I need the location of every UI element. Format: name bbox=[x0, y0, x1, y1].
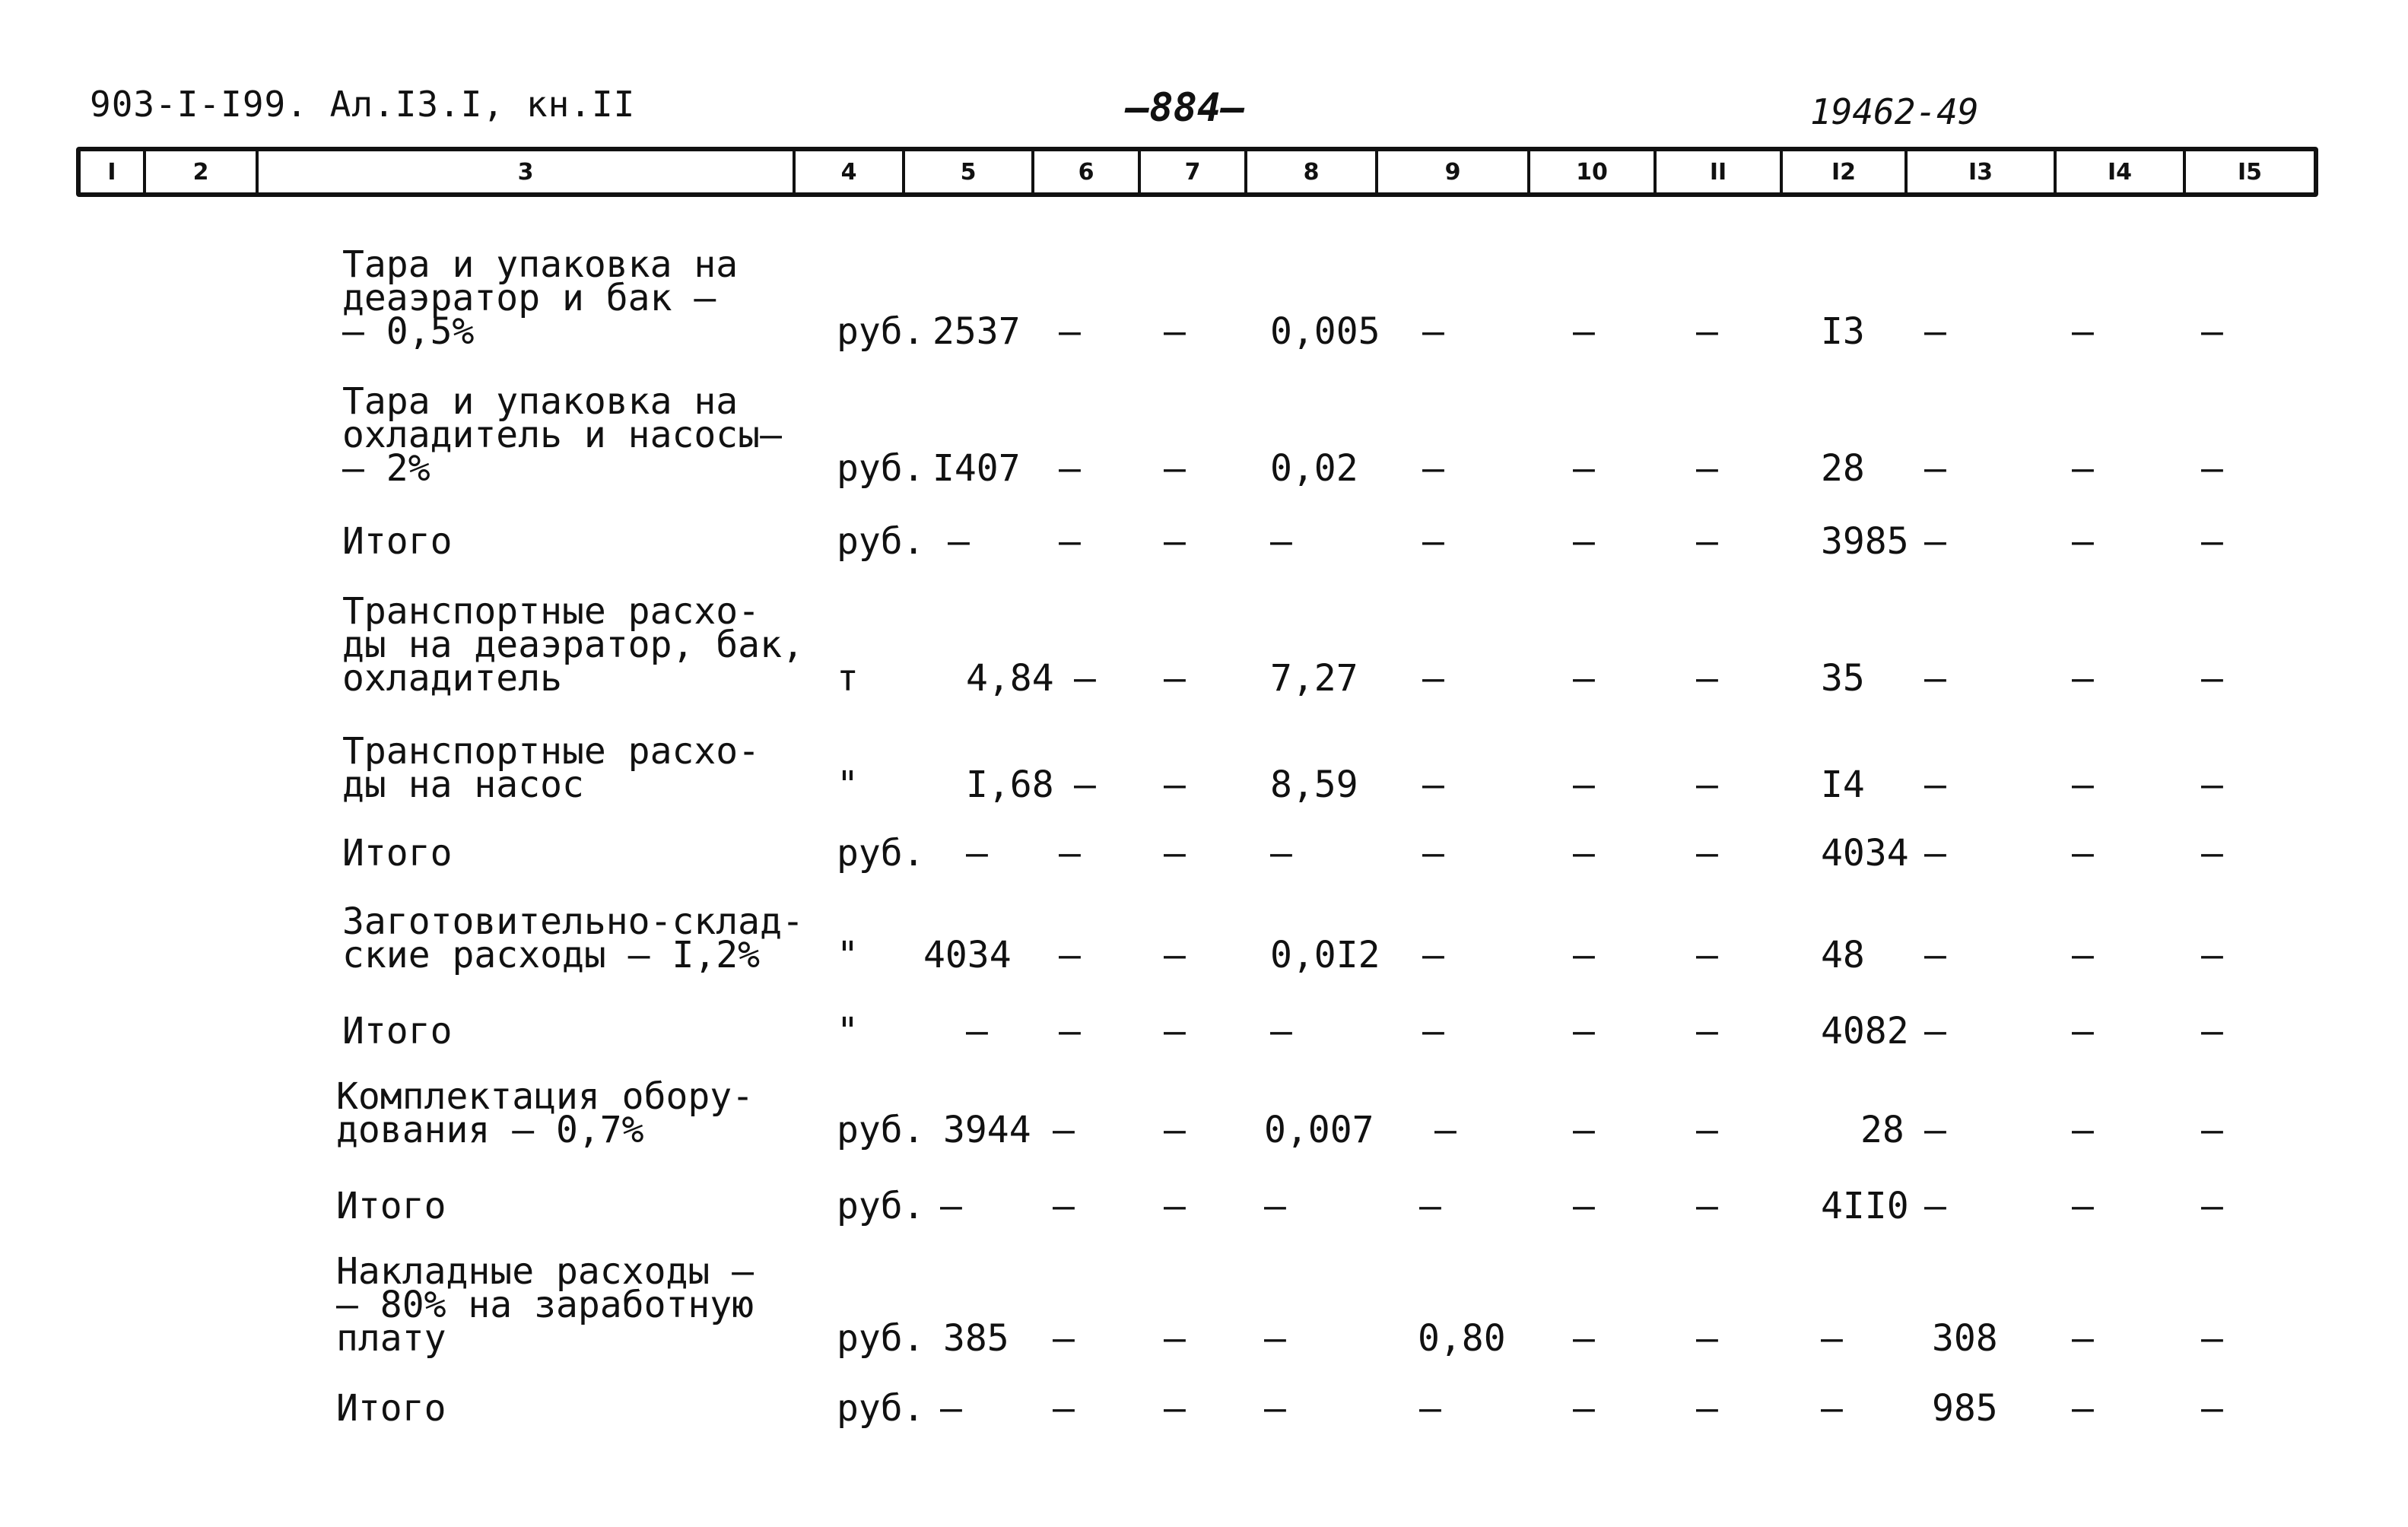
col7-cell: – bbox=[1164, 1109, 1186, 1151]
col7-cell: – bbox=[1164, 657, 1186, 700]
row-description: Транспортные расхо- ды на деаэратор, бак, охладитель bbox=[342, 590, 804, 700]
col11-cell: – bbox=[1696, 1109, 1718, 1151]
unit-cell: руб. bbox=[837, 832, 925, 875]
col6-cell: – bbox=[1074, 764, 1096, 806]
document-code: 903-I-I99. Ал.I3.I, кн.II bbox=[90, 84, 636, 125]
col15-cell: – bbox=[2201, 447, 2223, 490]
col6-cell: – bbox=[1053, 1185, 1075, 1227]
col7-cell: – bbox=[1164, 1387, 1186, 1430]
col7-cell: – bbox=[1164, 934, 1186, 976]
unit-cell: руб. bbox=[837, 1387, 925, 1430]
col9-cell: – bbox=[1422, 832, 1444, 875]
col15-cell: – bbox=[2201, 657, 2223, 700]
col8-cell: – bbox=[1270, 1010, 1292, 1052]
col12-cell: I3 bbox=[1821, 310, 1865, 353]
col9-cell: – bbox=[1434, 1109, 1457, 1151]
col9-cell: – bbox=[1422, 520, 1444, 563]
col5-cell: 4034 bbox=[923, 934, 1012, 976]
col13-cell: – bbox=[1924, 1010, 1946, 1052]
col10-cell: – bbox=[1573, 310, 1595, 353]
unit-cell: руб. bbox=[837, 1317, 925, 1360]
column-header-9: 9 bbox=[1378, 151, 1530, 192]
col9-cell: – bbox=[1422, 447, 1444, 490]
col13-cell: 308 bbox=[1932, 1317, 1998, 1360]
row-description: Тара и упаковка на деаэратор и бак – – 0,5% bbox=[342, 243, 739, 353]
col5-cell: – bbox=[940, 1387, 962, 1430]
row-description: Транспортные расхо- ды на насос bbox=[342, 730, 761, 806]
col6-cell: – bbox=[1059, 934, 1081, 976]
col5-cell: 2537 bbox=[932, 310, 1021, 353]
col14-cell: – bbox=[2072, 1387, 2094, 1430]
col14-cell: – bbox=[2072, 832, 2094, 875]
col6-cell: – bbox=[1053, 1109, 1075, 1151]
column-header-8: 8 bbox=[1247, 151, 1378, 192]
col6-cell: – bbox=[1053, 1387, 1075, 1430]
col15-cell: – bbox=[2201, 1109, 2223, 1151]
col10-cell: – bbox=[1573, 832, 1595, 875]
column-header-14: I4 bbox=[2057, 151, 2186, 192]
col14-cell: – bbox=[2072, 520, 2094, 563]
col5-cell: I407 bbox=[932, 447, 1021, 490]
column-header-12: I2 bbox=[1783, 151, 1908, 192]
col7-cell: – bbox=[1164, 764, 1186, 806]
col11-cell: – bbox=[1696, 1317, 1718, 1360]
page-number: —884— bbox=[1126, 85, 1245, 131]
column-header-15: I5 bbox=[2237, 158, 2263, 186]
col12-cell: 28 bbox=[1821, 447, 1865, 490]
col11-cell: – bbox=[1696, 520, 1718, 563]
column-header-13: I3 bbox=[1908, 151, 2057, 192]
row-description: Комплектация обору- дования – 0,7% bbox=[336, 1075, 754, 1151]
unit-cell: руб. bbox=[837, 520, 925, 563]
col6-cell: – bbox=[1059, 310, 1081, 353]
unit-cell: руб. bbox=[837, 310, 925, 353]
col11-cell: – bbox=[1696, 1387, 1718, 1430]
col14-cell: – bbox=[2072, 657, 2094, 700]
col8-cell: – bbox=[1264, 1317, 1286, 1360]
col6-cell: – bbox=[1074, 657, 1096, 700]
row-description: Заготовительно-склад- ские расходы – I,2% bbox=[342, 900, 804, 976]
col7-cell: – bbox=[1164, 520, 1186, 563]
col11-cell: – bbox=[1696, 1185, 1718, 1227]
col13-cell: – bbox=[1924, 310, 1946, 353]
col8-cell: 8,59 bbox=[1270, 764, 1358, 806]
col10-cell: – bbox=[1573, 1010, 1595, 1052]
col7-cell: – bbox=[1164, 447, 1186, 490]
col7-cell: – bbox=[1164, 832, 1186, 875]
col8-cell: – bbox=[1264, 1387, 1286, 1430]
col13-cell: – bbox=[1924, 832, 1946, 875]
col9-cell: – bbox=[1422, 1010, 1444, 1052]
col13-cell: – bbox=[1924, 934, 1946, 976]
col10-cell: – bbox=[1573, 657, 1595, 700]
col10-cell: – bbox=[1573, 934, 1595, 976]
column-header-6: 6 bbox=[1034, 151, 1141, 192]
col14-cell: – bbox=[2072, 1010, 2094, 1052]
col10-cell: – bbox=[1573, 520, 1595, 563]
col11-cell: – bbox=[1696, 832, 1718, 875]
unit-cell: " bbox=[837, 764, 859, 806]
col8-cell: 0,02 bbox=[1270, 447, 1358, 490]
col8-cell: – bbox=[1270, 520, 1292, 563]
col10-cell: – bbox=[1573, 1387, 1595, 1430]
col10-cell: – bbox=[1573, 1185, 1595, 1227]
col14-cell: – bbox=[2072, 310, 2094, 353]
col12-cell: – bbox=[1821, 1387, 1843, 1430]
col9-cell: – bbox=[1422, 310, 1444, 353]
column-header-5: 5 bbox=[905, 151, 1034, 192]
row-description: Итого bbox=[342, 520, 453, 563]
row-description: Тара и упаковка на охладитель и насосы– – 2% bbox=[342, 380, 782, 490]
col6-cell: – bbox=[1059, 832, 1081, 875]
col9-cell: – bbox=[1419, 1387, 1441, 1430]
column-header-1: I bbox=[81, 151, 146, 192]
col15-cell: – bbox=[2201, 1185, 2223, 1227]
col6-cell: – bbox=[1053, 1317, 1075, 1360]
unit-cell: руб. bbox=[837, 1109, 925, 1151]
unit-cell: " bbox=[837, 1010, 859, 1052]
col10-cell: – bbox=[1573, 1109, 1595, 1151]
col8-cell: – bbox=[1264, 1185, 1286, 1227]
col11-cell: – bbox=[1696, 657, 1718, 700]
col11-cell: – bbox=[1696, 310, 1718, 353]
row-description: Итого bbox=[342, 1010, 453, 1052]
col6-cell: – bbox=[1059, 520, 1081, 563]
column-header-11: II bbox=[1657, 151, 1783, 192]
col13-cell: – bbox=[1924, 520, 1946, 563]
col8-cell: 0,005 bbox=[1270, 310, 1380, 353]
unit-cell: т bbox=[837, 657, 859, 700]
col7-cell: – bbox=[1164, 1317, 1186, 1360]
col9-cell: – bbox=[1422, 764, 1444, 806]
col5-cell: – bbox=[940, 1185, 962, 1227]
unit-cell: руб. bbox=[837, 1185, 925, 1227]
unit-cell: руб. bbox=[837, 447, 925, 490]
col5-cell: – bbox=[966, 1010, 988, 1052]
col15-cell: – bbox=[2201, 1387, 2223, 1430]
col15-cell: – bbox=[2201, 934, 2223, 976]
col12-cell: – bbox=[1821, 1317, 1843, 1360]
col9-cell: – bbox=[1422, 934, 1444, 976]
col15-cell: – bbox=[2201, 1317, 2223, 1360]
col5-cell: I,68 bbox=[966, 764, 1054, 806]
col8-cell: 7,27 bbox=[1270, 657, 1358, 700]
col13-cell: – bbox=[1924, 764, 1946, 806]
col5-cell: 385 bbox=[943, 1317, 1009, 1360]
col7-cell: – bbox=[1164, 1010, 1186, 1052]
col6-cell: – bbox=[1059, 447, 1081, 490]
col8-cell: 0,0I2 bbox=[1270, 934, 1380, 976]
col5-cell: – bbox=[966, 832, 988, 875]
col15-cell: – bbox=[2201, 832, 2223, 875]
col11-cell: – bbox=[1696, 934, 1718, 976]
col12-cell: 3985 bbox=[1821, 520, 1909, 563]
col8-cell: – bbox=[1270, 832, 1292, 875]
col9-cell: – bbox=[1422, 657, 1444, 700]
col14-cell: – bbox=[2072, 1185, 2094, 1227]
col12-cell: 4034 bbox=[1821, 832, 1909, 875]
col15-cell: – bbox=[2201, 764, 2223, 806]
col6-cell: – bbox=[1059, 1010, 1081, 1052]
col15-cell: – bbox=[2201, 520, 2223, 563]
row-description: Итого bbox=[342, 832, 453, 875]
col12-cell: 28 bbox=[1860, 1109, 1904, 1151]
col11-cell: – bbox=[1696, 764, 1718, 806]
col7-cell: – bbox=[1164, 310, 1186, 353]
col7-cell: – bbox=[1164, 1185, 1186, 1227]
col12-cell: 35 bbox=[1821, 657, 1865, 700]
column-header-2: 2 bbox=[146, 151, 259, 192]
column-header-4: 4 bbox=[796, 151, 905, 192]
col5-cell: 4,84 bbox=[966, 657, 1054, 700]
col14-cell: – bbox=[2072, 447, 2094, 490]
col12-cell: 4II0 bbox=[1821, 1185, 1909, 1227]
col8-cell: 0,007 bbox=[1264, 1109, 1374, 1151]
row-description: Накладные расходы – – 80% на заработную плату bbox=[336, 1250, 754, 1360]
col13-cell: – bbox=[1924, 447, 1946, 490]
col14-cell: – bbox=[2072, 934, 2094, 976]
col5-cell: – bbox=[948, 520, 970, 563]
col11-cell: – bbox=[1696, 447, 1718, 490]
col13-cell: – bbox=[1924, 1109, 1946, 1151]
unit-cell: " bbox=[837, 934, 859, 976]
col10-cell: – bbox=[1573, 1317, 1595, 1360]
col12-cell: 48 bbox=[1821, 934, 1865, 976]
col9-cell: – bbox=[1419, 1185, 1441, 1227]
col14-cell: – bbox=[2072, 764, 2094, 806]
col15-cell: – bbox=[2201, 310, 2223, 353]
col15-cell: – bbox=[2201, 1010, 2223, 1052]
column-header-7: 7 bbox=[1141, 151, 1247, 192]
row-description: Итого bbox=[336, 1185, 446, 1227]
col5-cell: 3944 bbox=[943, 1109, 1031, 1151]
col13-cell: – bbox=[1924, 657, 1946, 700]
col12-cell: 4082 bbox=[1821, 1010, 1909, 1052]
col14-cell: – bbox=[2072, 1109, 2094, 1151]
col9-cell: 0,80 bbox=[1418, 1317, 1506, 1360]
col13-cell: – bbox=[1924, 1185, 1946, 1227]
row-description: Итого bbox=[336, 1387, 446, 1430]
column-header-10: 10 bbox=[1530, 151, 1657, 192]
col13-cell: 985 bbox=[1932, 1387, 1998, 1430]
col14-cell: – bbox=[2072, 1317, 2094, 1360]
archive-number: 19462-49 bbox=[1810, 91, 1979, 132]
col11-cell: – bbox=[1696, 1010, 1718, 1052]
col12-cell: I4 bbox=[1821, 764, 1865, 806]
col10-cell: – bbox=[1573, 764, 1595, 806]
col10-cell: – bbox=[1573, 447, 1595, 490]
column-header-3: 3 bbox=[259, 151, 796, 192]
